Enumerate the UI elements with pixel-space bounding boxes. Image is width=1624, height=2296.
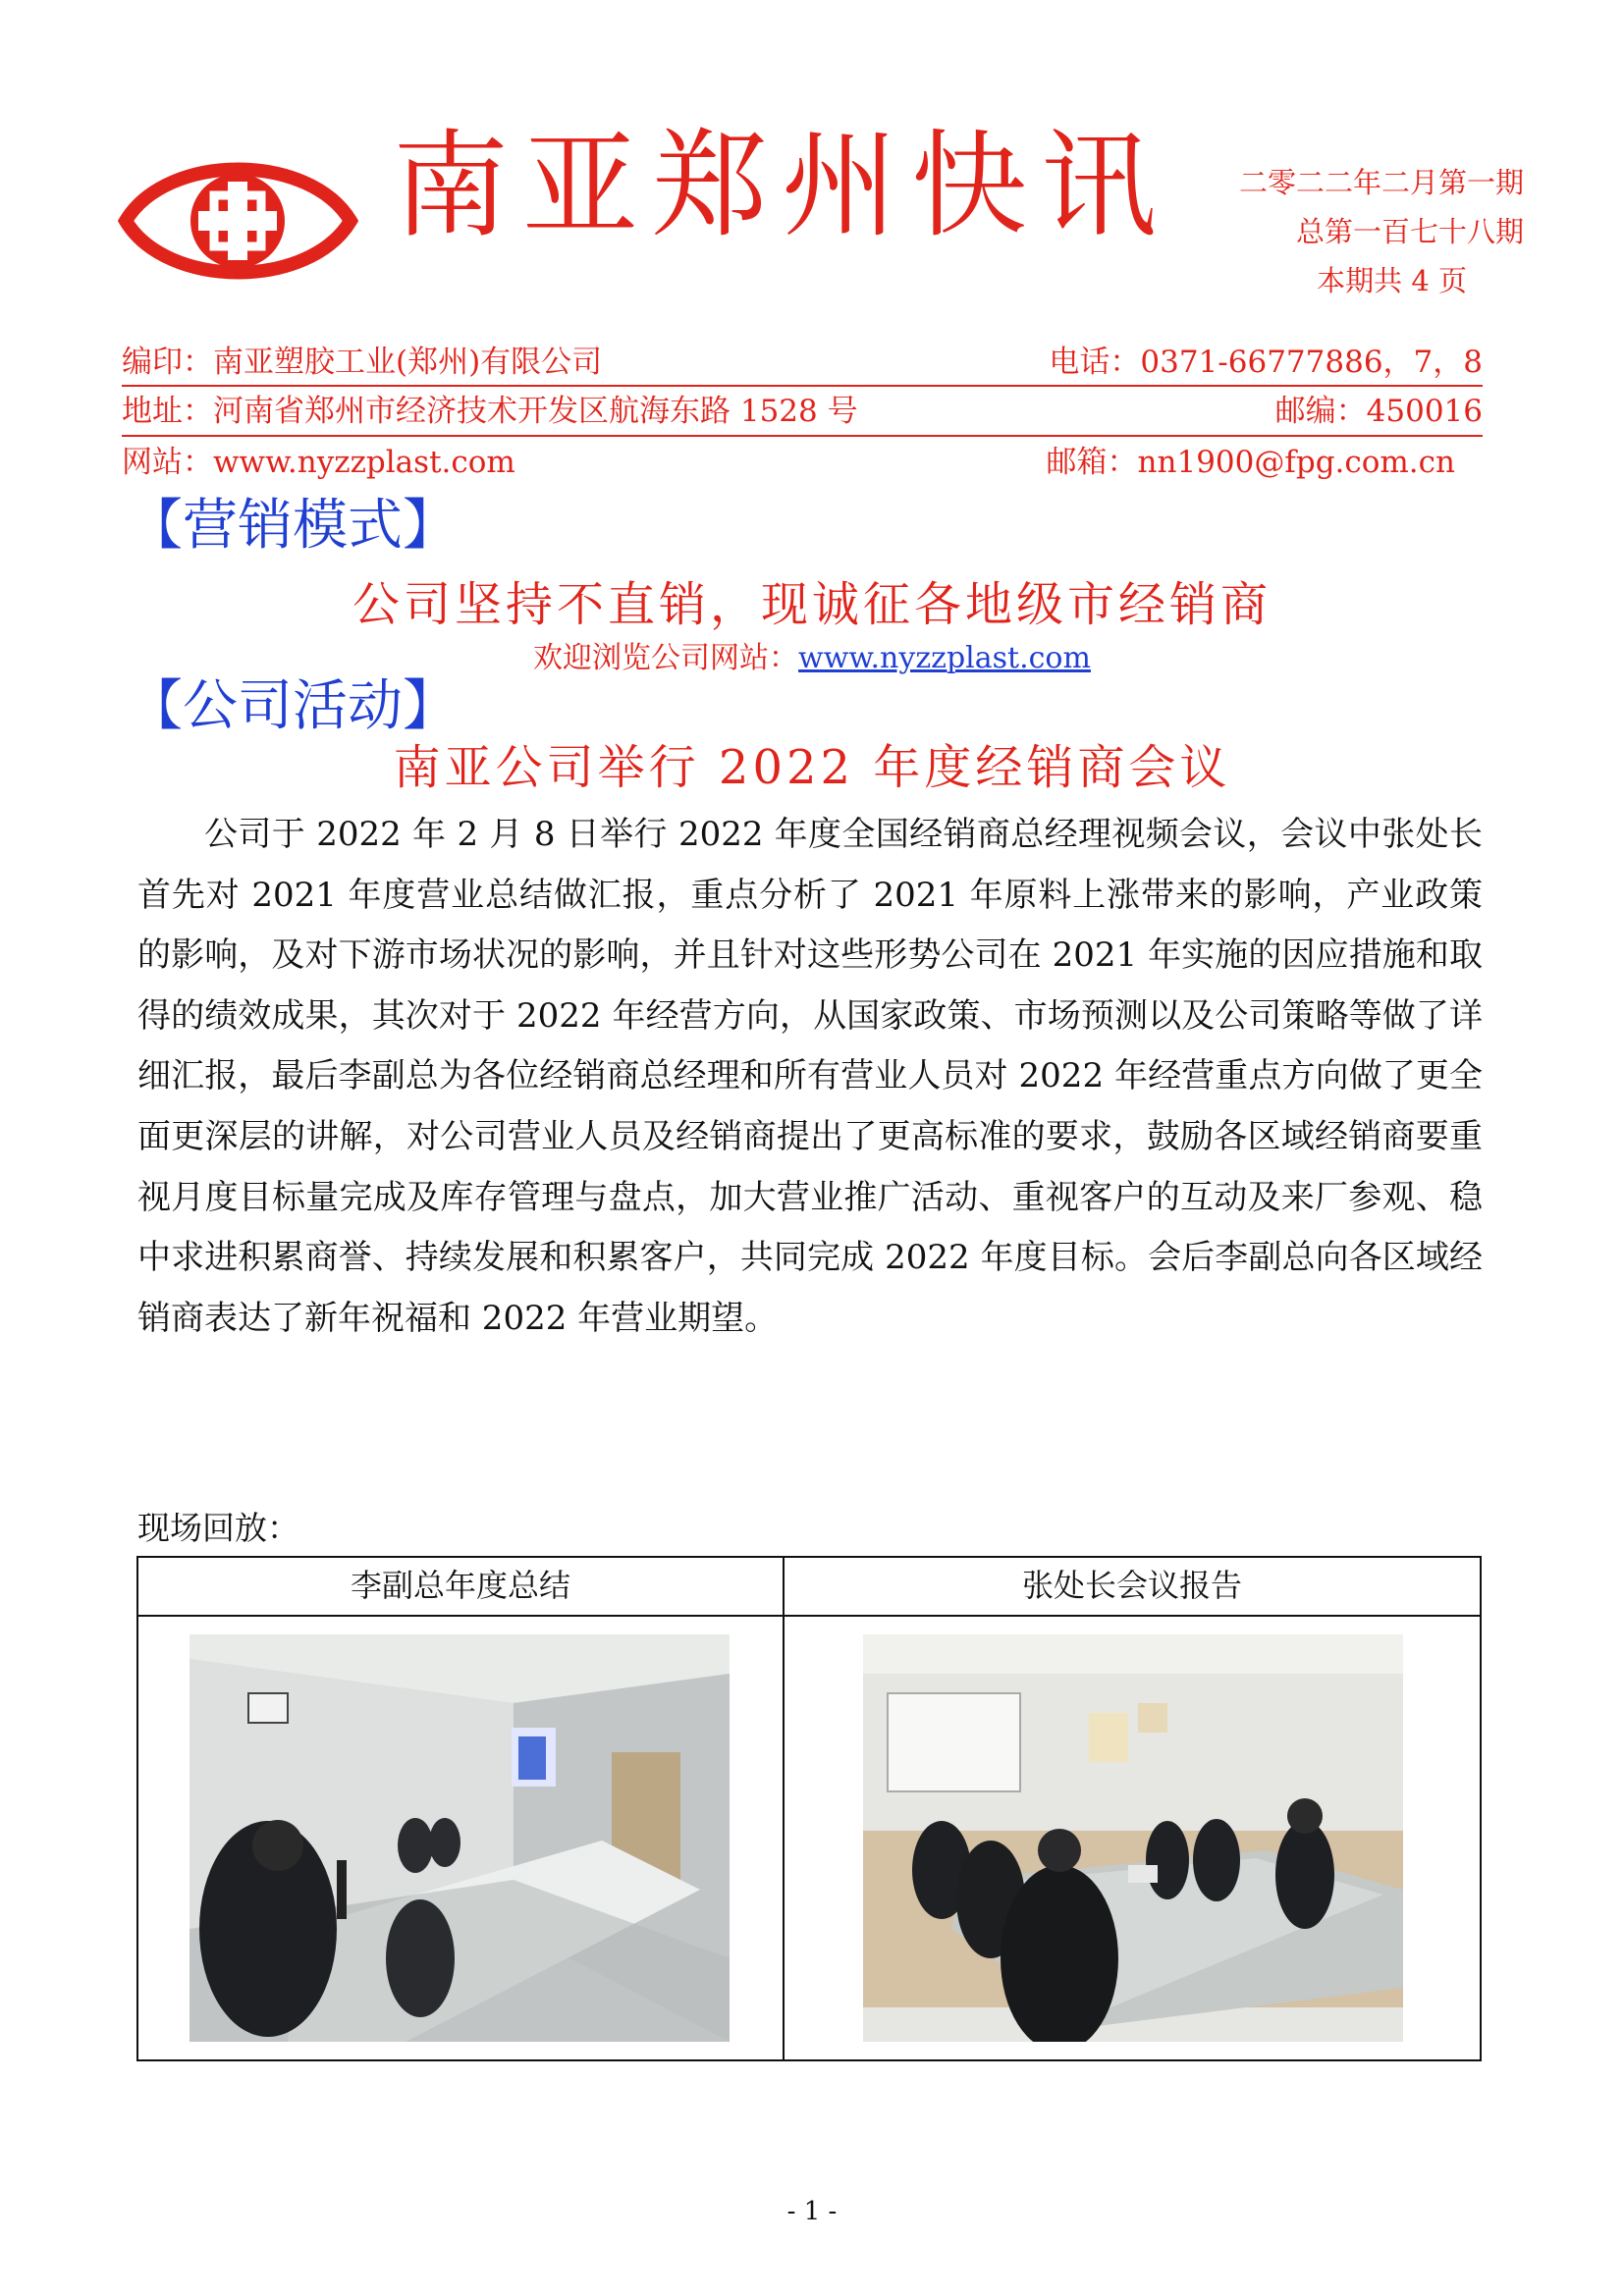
email-text[interactable]: 邮箱：nn1900@fpg.com.cn xyxy=(1046,445,1455,480)
issue-page-count: 本期共 4 页 xyxy=(1317,264,1467,297)
photo-caption-left: 李副总年度总结 xyxy=(350,1567,570,1604)
article-body: 公司于 2022 年 2 月 8 日举行 2022 年度全国经销商总经理视频会议，会议中张处长首先对 2021 年度营业总结做汇报，重点分析了 2021 年原料上涨带来的影响，产业政策的影响，及对下游市场状况的影响，并且针对这些形势公司在 2021 年实施的因应措施和取得的绩效成果，其次对于 2022 年经营方向，从国家政策、市场预测以及公司策略等做了详细汇报，最后李副总为各位经销商总经理和所有营业人员对 2022 年经营重点方向做了更全面更深层的讲解，对公司营业人员及经销商提出了更高标准的要求，鼓励各区域经销商要重视月度目标量完成及库存管理与盘点，加大营业推广活动、重视客户的互动及来厂参观、稳中求进积累商誉、持续发展和积累客户，共同完成 2022 年度目标。会后李副总向各区域经销商表达了新年祝福和 2022 年营业期望。 xyxy=(137,815,1483,1338)
info-row-website xyxy=(122,445,1483,480)
welcome-line xyxy=(0,641,1624,675)
section-heading-marketing: 【营销模式】 xyxy=(128,494,458,558)
website-text[interactable]: 网站：www.nyzzplast.com xyxy=(122,445,515,480)
photo-table xyxy=(136,1556,1482,2061)
replay-label: 现场回放： xyxy=(137,1509,299,1547)
marketing-headline: 公司坚持不直销，现诚征各地级市经销商 xyxy=(352,577,1272,632)
publisher-text: 编印：南亚塑胶工业(郑州)有限公司 xyxy=(122,345,603,380)
issue-number: 总第一百七十八期 xyxy=(1295,215,1524,248)
website-link[interactable]: www.nyzzplast.com xyxy=(798,641,1091,675)
table-divider xyxy=(138,1615,1480,1617)
masthead-title: 南亚郑州快讯 xyxy=(393,118,1171,253)
welcome-prefix: 欢迎浏览公司网站： xyxy=(533,641,799,675)
address-text: 地址：河南省郑州市经济技术开发区航海东路 1528 号 xyxy=(122,394,858,429)
info-row-address xyxy=(122,394,1483,429)
meeting-photo-left xyxy=(189,1634,730,2042)
page-number: - 1 - xyxy=(786,2197,838,2226)
table-divider xyxy=(783,1558,785,2059)
info-divider xyxy=(122,435,1483,437)
company-logo xyxy=(118,123,358,319)
article-title: 南亚公司举行 2022 年度经销商会议 xyxy=(393,740,1231,795)
section-heading-activity: 【公司活动】 xyxy=(128,674,458,738)
info-row-publisher xyxy=(122,347,1483,378)
postcode-text: 邮编：450016 xyxy=(1274,394,1483,429)
info-divider xyxy=(122,385,1483,387)
meeting-photo-right xyxy=(863,1634,1403,2042)
photo-caption-right: 张处长会议报告 xyxy=(1021,1567,1242,1604)
issue-date: 二零二二年二月第一期 xyxy=(1238,166,1524,199)
phone-text: 电话：0371-66777886，7，8 xyxy=(1049,345,1483,380)
